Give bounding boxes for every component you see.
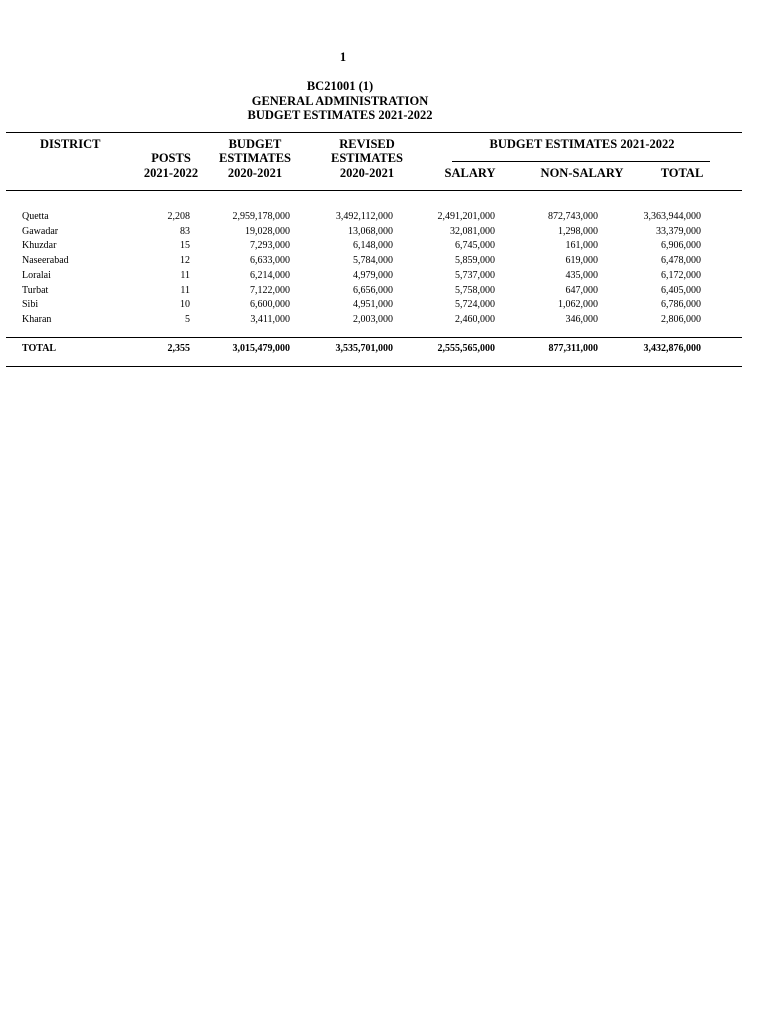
total-top-rule: [6, 337, 742, 338]
cell-budget-estimates: 3,411,000: [250, 313, 290, 325]
total-salary: 2,555,565,000: [437, 343, 495, 354]
cell-non-salary: 1,062,000: [558, 299, 598, 311]
cell-budget-estimates: 7,293,000: [250, 240, 290, 252]
report-subtitle: BUDGET ESTIMATES 2021-2022: [247, 108, 433, 122]
col-budget-line3: 2020-2021: [227, 166, 283, 180]
cell-salary: 2,460,000: [455, 313, 495, 325]
cell-posts: 2,208: [167, 211, 190, 222]
col-posts-line1: POSTS: [151, 151, 191, 165]
cell-total: 6,478,000: [661, 255, 701, 267]
header-top-rule: [6, 132, 742, 133]
cell-budget-estimates: 19,028,000: [245, 225, 290, 237]
cell-district: Sibi: [22, 299, 39, 311]
cell-non-salary: 346,000: [565, 313, 598, 325]
cell-budget-estimates: 6,600,000: [250, 299, 290, 311]
total-label: TOTAL: [22, 343, 57, 354]
cell-posts: 15: [180, 240, 190, 252]
cell-salary: 2,491,201,000: [437, 211, 495, 222]
cell-posts: 11: [180, 269, 190, 281]
cell-non-salary: 872,743,000: [548, 211, 598, 222]
cell-non-salary: 1,298,000: [558, 225, 598, 237]
cell-total: 2,806,000: [661, 313, 701, 325]
cell-district: Quetta: [22, 211, 49, 222]
cell-budget-estimates: 7,122,000: [250, 284, 290, 296]
cell-revised-estimates: 13,068,000: [348, 225, 393, 237]
cell-posts: 11: [180, 284, 190, 296]
cell-posts: 10: [180, 299, 190, 311]
col-total: TOTAL: [660, 166, 704, 180]
cell-salary: 5,758,000: [455, 284, 495, 296]
cell-revised-estimates: 2,003,000: [353, 313, 393, 325]
cell-posts: 83: [180, 225, 190, 237]
col-non-salary: NON-SALARY: [540, 166, 624, 180]
col-budget-line2: ESTIMATES: [218, 151, 291, 165]
cell-total: 3,363,944,000: [643, 211, 701, 222]
cell-non-salary: 619,000: [565, 255, 598, 267]
total-total: 3,432,876,000: [643, 343, 701, 354]
cell-budget-estimates: 6,633,000: [250, 255, 290, 267]
group-underline: [452, 161, 710, 162]
cell-salary: 5,724,000: [455, 299, 495, 311]
department-title: GENERAL ADMINISTRATION: [251, 94, 429, 108]
cell-total: 6,172,000: [661, 269, 701, 281]
cell-revised-estimates: 5,784,000: [353, 255, 393, 267]
total-budget: 3,015,479,000: [232, 343, 290, 354]
col-district: DISTRICT: [40, 137, 101, 151]
cell-revised-estimates: 3,492,112,000: [335, 211, 393, 222]
cell-district: Loralai: [22, 269, 51, 281]
cell-posts: 12: [180, 255, 190, 267]
cell-revised-estimates: 4,951,000: [353, 299, 393, 311]
cell-salary: 6,745,000: [455, 240, 495, 252]
cell-district: Gawadar: [22, 225, 59, 237]
cell-salary: 5,859,000: [455, 255, 495, 267]
col-revised-line2: ESTIMATES: [330, 151, 403, 165]
cell-revised-estimates: 6,148,000: [353, 240, 393, 252]
page-number: 1: [339, 50, 347, 64]
cell-total: 6,786,000: [661, 299, 701, 311]
total-non-salary: 877,311,000: [548, 343, 598, 354]
cell-salary: 5,737,000: [455, 269, 495, 281]
cell-district: Turbat: [22, 284, 49, 296]
cell-district: Kharan: [22, 313, 52, 325]
total-revised: 3,535,701,000: [335, 343, 393, 354]
cell-district: Naseerabad: [22, 255, 69, 267]
cell-district: Khuzdar: [22, 240, 57, 252]
col-revised-line3: 2020-2021: [339, 166, 395, 180]
total-posts: 2,355: [167, 343, 190, 354]
cell-budget-estimates: 2,959,178,000: [232, 211, 290, 222]
report-code: BC21001 (1): [306, 79, 374, 93]
cell-revised-estimates: 6,656,000: [353, 284, 393, 296]
cell-budget-estimates: 6,214,000: [250, 269, 290, 281]
col-revised-line1: REVISED: [339, 137, 395, 151]
cell-posts: 5: [185, 313, 190, 325]
cell-total: 33,379,000: [656, 225, 701, 237]
cell-revised-estimates: 4,979,000: [353, 269, 393, 281]
cell-non-salary: 647,000: [565, 284, 598, 296]
cell-non-salary: 435,000: [565, 269, 598, 281]
col-group-budget-estimates: BUDGET ESTIMATES 2021-2022: [489, 137, 675, 151]
col-salary: SALARY: [444, 166, 496, 180]
total-bottom-rule: [6, 366, 742, 367]
cell-salary: 32,081,000: [450, 225, 495, 237]
cell-non-salary: 161,000: [565, 240, 598, 252]
header-bottom-rule: [6, 190, 742, 191]
cell-total: 6,906,000: [661, 240, 701, 252]
col-budget-line1: BUDGET: [228, 137, 282, 151]
cell-total: 6,405,000: [661, 284, 701, 296]
col-posts-line2: 2021-2022: [143, 166, 199, 180]
